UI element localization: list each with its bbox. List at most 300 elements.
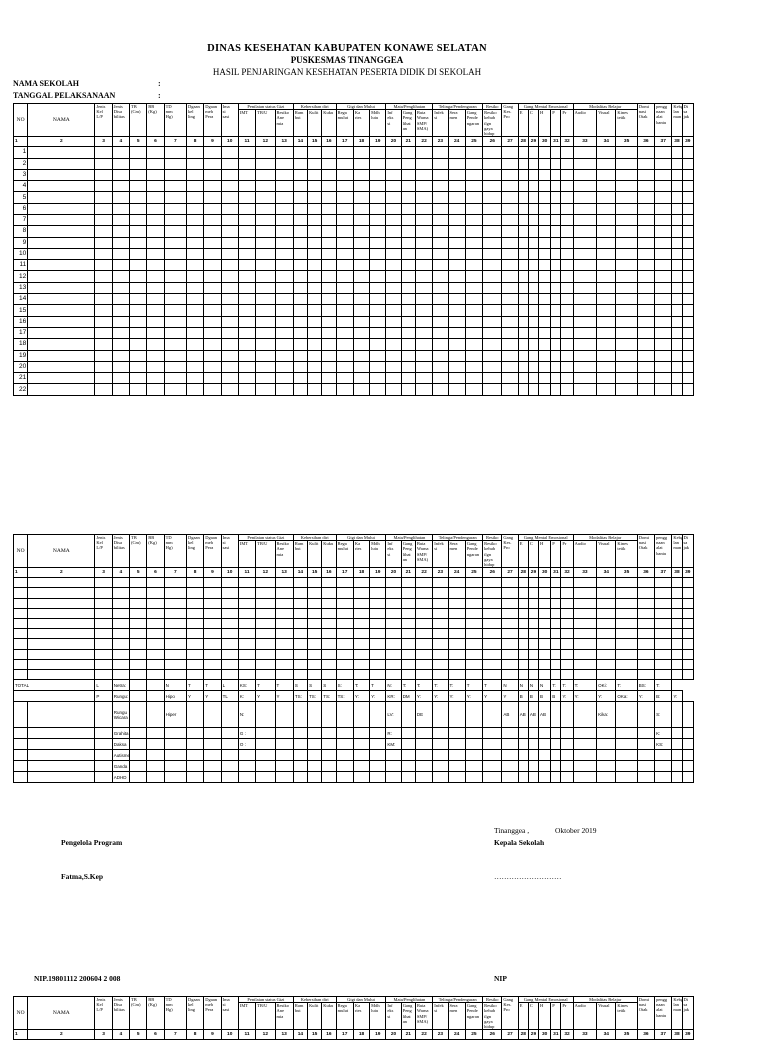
summary-cell	[293, 772, 307, 783]
table-cell	[95, 629, 112, 639]
summary-cell	[561, 702, 573, 728]
table-cell	[597, 384, 616, 395]
table-cell	[221, 158, 238, 169]
table-cell	[147, 659, 164, 669]
table-cell	[637, 282, 654, 293]
table-cell	[401, 181, 415, 192]
table-cell	[186, 659, 203, 669]
table-cell	[238, 282, 255, 293]
row-number: 13	[14, 282, 28, 293]
summary-cell	[221, 750, 238, 761]
column-header: Resiko Ane mia	[275, 541, 293, 568]
table-cell	[551, 158, 561, 169]
table-cell	[433, 181, 448, 192]
summary-cell: BS:	[637, 680, 654, 691]
column-header: Buta Warna SMP/ SMA)	[415, 110, 432, 137]
summary-cell	[204, 750, 221, 761]
table-cell	[518, 316, 528, 327]
table-cell	[637, 608, 654, 618]
table-cell	[433, 147, 448, 158]
table-cell	[336, 361, 353, 372]
summary-cell	[28, 750, 95, 761]
column-header: Ima si sasi	[221, 997, 238, 1030]
table-cell	[655, 203, 672, 214]
table-cell	[433, 215, 448, 226]
column-number: 8	[186, 1030, 203, 1040]
table-cell	[597, 659, 616, 669]
table-cell	[353, 373, 369, 384]
table-cell	[573, 669, 596, 679]
table-cell	[637, 215, 654, 226]
table-cell	[164, 192, 186, 203]
summary-cell	[322, 772, 336, 783]
table-cell	[637, 192, 654, 203]
table-cell	[322, 158, 336, 169]
summary-cell	[308, 702, 322, 728]
summary-cell	[401, 702, 415, 728]
column-number: 30	[539, 1030, 551, 1040]
table-cell	[551, 192, 561, 203]
table-cell	[186, 373, 203, 384]
group-header-kebersihan: Kebersihan diri	[293, 104, 336, 110]
summary-cell	[518, 761, 528, 772]
table-cell	[539, 350, 551, 361]
table-cell	[573, 192, 596, 203]
column-number: 7	[164, 137, 186, 147]
table-row	[14, 608, 694, 618]
table-cell	[483, 608, 502, 618]
column-number: 1	[14, 1030, 28, 1040]
summary-cell	[502, 739, 518, 750]
column-header: TB (Cm)	[130, 104, 147, 137]
column-number: 31	[551, 1030, 561, 1040]
table-cell	[256, 192, 275, 203]
right-name: ………………………	[494, 872, 562, 881]
table-cell	[14, 608, 28, 618]
summary-cell	[275, 772, 293, 783]
row-number: 15	[14, 305, 28, 316]
summary-cell	[518, 739, 528, 750]
table-cell	[433, 305, 448, 316]
summary-cell	[28, 761, 95, 772]
table-cell	[465, 578, 482, 588]
table-cell	[147, 215, 164, 226]
summary-cell	[204, 728, 221, 739]
table-cell	[637, 384, 654, 395]
summary-cell	[655, 750, 672, 761]
column-number: 22	[415, 137, 432, 147]
summary-cell	[147, 739, 164, 750]
table-cell	[528, 248, 538, 259]
table-cell	[95, 639, 112, 649]
table-cell	[336, 215, 353, 226]
summary-cell	[616, 728, 637, 739]
table-cell	[370, 639, 386, 649]
table-cell	[322, 169, 336, 180]
column-header: Di sa jak	[682, 535, 693, 568]
summary-cell: Y:	[465, 691, 482, 702]
table-cell	[28, 169, 95, 180]
table-cell	[401, 271, 415, 282]
summary-cell	[597, 750, 616, 761]
table-cell	[551, 629, 561, 639]
table-cell	[573, 629, 596, 639]
table-cell	[353, 598, 369, 608]
column-number: 6	[147, 137, 164, 147]
summary-cell: TS:	[322, 691, 336, 702]
summary-cell	[528, 761, 538, 772]
table-cell	[186, 639, 203, 649]
summary-cell: Kika:	[597, 702, 616, 728]
summary-cell	[672, 728, 682, 739]
row-number: 10	[14, 248, 28, 259]
column-header: Jenis Disa bilitas	[112, 535, 129, 568]
column-number: 39	[682, 137, 693, 147]
table-cell	[386, 669, 401, 679]
table-cell	[164, 147, 186, 158]
table-cell	[275, 361, 293, 372]
table-cell	[238, 158, 255, 169]
group-header-mata: Mata/Penglihatan	[386, 997, 433, 1003]
table-cell	[573, 639, 596, 649]
table-cell	[597, 282, 616, 293]
table-cell	[551, 350, 561, 361]
table-cell	[130, 339, 147, 350]
table-cell	[256, 578, 275, 588]
summary-cell: S:	[336, 680, 353, 691]
table-cell	[682, 316, 693, 327]
table-cell	[293, 618, 307, 628]
table-cell	[112, 384, 129, 395]
table-cell	[518, 578, 528, 588]
table-cell	[336, 305, 353, 316]
table-cell	[415, 669, 432, 679]
table-cell	[672, 192, 682, 203]
table-cell	[539, 158, 551, 169]
table-cell	[130, 282, 147, 293]
column-number: 7	[164, 568, 186, 578]
summary-cell: T	[204, 680, 221, 691]
table-cell	[95, 203, 112, 214]
column-number: 17	[336, 137, 353, 147]
table-cell	[502, 192, 518, 203]
table-cell	[147, 203, 164, 214]
column-header: C	[528, 541, 538, 568]
table-cell	[95, 294, 112, 305]
table-cell	[433, 158, 448, 169]
table-cell	[370, 237, 386, 248]
table-cell	[256, 361, 275, 372]
table-cell	[204, 639, 221, 649]
table-cell	[528, 271, 538, 282]
table-cell	[672, 629, 682, 639]
column-number: 2	[28, 137, 95, 147]
summary-cell: T:	[655, 680, 672, 691]
summary-cell: Y	[256, 691, 275, 702]
table-cell	[308, 350, 322, 361]
table-cell	[238, 316, 255, 327]
table-cell	[353, 339, 369, 350]
column-number: 21	[401, 1030, 415, 1040]
column-number: 29	[528, 137, 538, 147]
table-cell	[322, 305, 336, 316]
table-row	[14, 618, 694, 628]
column-header: Di sa jak	[682, 997, 693, 1030]
column-header: Mdh lutu	[370, 541, 386, 568]
column-header: IMT	[238, 1003, 255, 1030]
table-cell	[238, 271, 255, 282]
table-cell	[28, 608, 95, 618]
table-cell	[204, 260, 221, 271]
table-cell	[672, 248, 682, 259]
table-cell	[293, 588, 307, 598]
summary-cell	[616, 750, 637, 761]
column-header: Dgaan meh Pera	[204, 104, 221, 137]
summary-cell: O :	[238, 739, 255, 750]
table-cell	[353, 608, 369, 618]
column-header: C	[528, 110, 538, 137]
table-cell	[147, 629, 164, 639]
table-cell	[14, 639, 28, 649]
table-cell	[370, 158, 386, 169]
table-cell	[597, 373, 616, 384]
table-cell	[275, 384, 293, 395]
summary-cell: S:	[655, 702, 672, 728]
table-cell	[597, 192, 616, 203]
summary-cell	[353, 728, 369, 739]
table-cell	[95, 192, 112, 203]
table-cell	[573, 608, 596, 618]
table-cell	[448, 260, 465, 271]
table-cell	[502, 271, 518, 282]
table-cell	[682, 339, 693, 350]
column-number: 3	[95, 568, 112, 578]
table-cell	[616, 226, 637, 237]
summary-cell	[204, 739, 221, 750]
table-cell	[682, 147, 693, 158]
table-cell	[293, 327, 307, 338]
table-cell	[386, 203, 401, 214]
column-header: TB/U	[256, 541, 275, 568]
table-cell	[112, 578, 129, 588]
table-cell	[204, 248, 221, 259]
table-cell	[130, 618, 147, 628]
name-header: NAMA	[28, 997, 95, 1030]
table-cell	[204, 282, 221, 293]
summary-cell	[14, 772, 28, 783]
summary-cell	[573, 739, 596, 750]
summary-cell	[401, 761, 415, 772]
table-cell	[448, 327, 465, 338]
table-cell	[672, 608, 682, 618]
column-header: TB/U	[256, 1003, 275, 1030]
screening-table-3	[13, 996, 694, 1040]
table-cell	[322, 608, 336, 618]
table-cell	[204, 327, 221, 338]
table-cell	[28, 147, 95, 158]
table-cell	[597, 203, 616, 214]
table-cell	[551, 659, 561, 669]
summary-cell: Y	[275, 691, 293, 702]
column-number: 39	[682, 568, 693, 578]
summary-cell: T	[465, 680, 482, 691]
table-cell	[112, 271, 129, 282]
column-number: 29	[528, 1030, 538, 1040]
table-cell	[221, 327, 238, 338]
table-cell	[336, 147, 353, 158]
summary-cell	[275, 702, 293, 728]
table-cell	[28, 639, 95, 649]
summary-cell	[164, 750, 186, 761]
summary-cell	[465, 728, 482, 739]
table-cell	[275, 659, 293, 669]
column-header: E	[518, 541, 528, 568]
table-cell	[672, 659, 682, 669]
table-cell	[308, 215, 322, 226]
column-header: E	[518, 1003, 528, 1030]
table-cell	[204, 181, 221, 192]
column-header: BB (Kg)	[147, 535, 164, 568]
table-cell	[528, 373, 538, 384]
table-cell	[221, 588, 238, 598]
summary-cell	[186, 761, 203, 772]
column-number: 32	[561, 568, 573, 578]
table-cell	[386, 649, 401, 659]
table-cell	[655, 294, 672, 305]
table-cell	[616, 260, 637, 271]
table-cell	[465, 384, 482, 395]
table-cell	[130, 649, 147, 659]
table-cell	[370, 282, 386, 293]
table-cell	[370, 384, 386, 395]
table-row	[14, 669, 694, 679]
summary-cell: KR:	[386, 691, 401, 702]
summary-cell: Y	[186, 691, 203, 702]
table-cell	[433, 226, 448, 237]
table-cell	[221, 203, 238, 214]
group-header-telinga: Telinga/Pendengaran	[433, 104, 483, 110]
table-cell	[275, 669, 293, 679]
table-cell	[655, 361, 672, 372]
table-cell	[353, 327, 369, 338]
summary-cell	[539, 728, 551, 739]
summary-cell: T:	[415, 680, 432, 691]
table-cell	[336, 598, 353, 608]
table-row	[14, 339, 694, 350]
table-cell	[528, 608, 538, 618]
table-cell	[655, 598, 672, 608]
summary-cell	[221, 702, 238, 728]
table-cell	[308, 181, 322, 192]
summary-cell	[539, 750, 551, 761]
table-cell	[415, 384, 432, 395]
table-cell	[415, 608, 432, 618]
table-cell	[186, 598, 203, 608]
table-cell	[147, 248, 164, 259]
summary-cell: TL	[221, 691, 238, 702]
table-cell	[465, 669, 482, 679]
table-cell	[597, 158, 616, 169]
table-cell	[539, 260, 551, 271]
table-cell	[186, 294, 203, 305]
table-cell	[433, 327, 448, 338]
table-cell	[238, 361, 255, 372]
table-row	[14, 282, 694, 293]
table-cell	[164, 659, 186, 669]
summary-cell	[401, 739, 415, 750]
table-cell	[130, 327, 147, 338]
table-row	[14, 169, 694, 180]
table-cell	[370, 339, 386, 350]
table-cell	[238, 181, 255, 192]
table-cell	[256, 215, 275, 226]
table-cell	[336, 608, 353, 618]
table-cell	[112, 598, 129, 608]
table-cell	[682, 608, 693, 618]
column-header: H	[539, 541, 551, 568]
table-cell	[14, 649, 28, 659]
table-cell	[256, 588, 275, 598]
table-cell	[401, 215, 415, 226]
left-nip: NIP.19801112 200604 2 008	[34, 974, 121, 983]
table-cell	[164, 327, 186, 338]
table-cell	[672, 226, 682, 237]
summary-cell: Y:	[433, 691, 448, 702]
table-cell	[672, 618, 682, 628]
table-cell	[256, 237, 275, 248]
left-name: Fatma,S.Kep	[61, 872, 104, 881]
table-cell	[655, 578, 672, 588]
row-number: 12	[14, 271, 28, 282]
table-cell	[293, 226, 307, 237]
table-cell	[637, 588, 654, 598]
column-header: Infek si	[433, 1003, 448, 1030]
table-cell	[130, 350, 147, 361]
table-cell	[204, 588, 221, 598]
table-cell	[204, 339, 221, 350]
table-cell	[14, 588, 28, 598]
table-cell	[415, 169, 432, 180]
column-number: 26	[483, 568, 502, 578]
table-cell	[539, 192, 551, 203]
summary-cell	[551, 761, 561, 772]
table-cell	[561, 158, 573, 169]
table-cell	[308, 339, 322, 350]
table-cell	[221, 215, 238, 226]
table-cell	[353, 305, 369, 316]
table-cell	[502, 629, 518, 639]
table-cell	[14, 598, 28, 608]
table-cell	[336, 659, 353, 669]
table-cell	[336, 578, 353, 588]
table-cell	[95, 373, 112, 384]
column-number: 8	[186, 137, 203, 147]
summary-cell	[528, 728, 538, 739]
table-cell	[28, 316, 95, 327]
column-header: Jenis Kel L/P	[95, 997, 112, 1030]
column-number: 35	[616, 1030, 637, 1040]
table-cell	[465, 282, 482, 293]
table-cell	[528, 260, 538, 271]
summary-cell: S	[308, 680, 322, 691]
column-number: 30	[539, 568, 551, 578]
table-cell	[130, 260, 147, 271]
table-cell	[655, 384, 672, 395]
table-cell	[370, 181, 386, 192]
summary-cell	[28, 728, 95, 739]
table-cell	[186, 588, 203, 598]
summary-cell: T:	[616, 680, 637, 691]
